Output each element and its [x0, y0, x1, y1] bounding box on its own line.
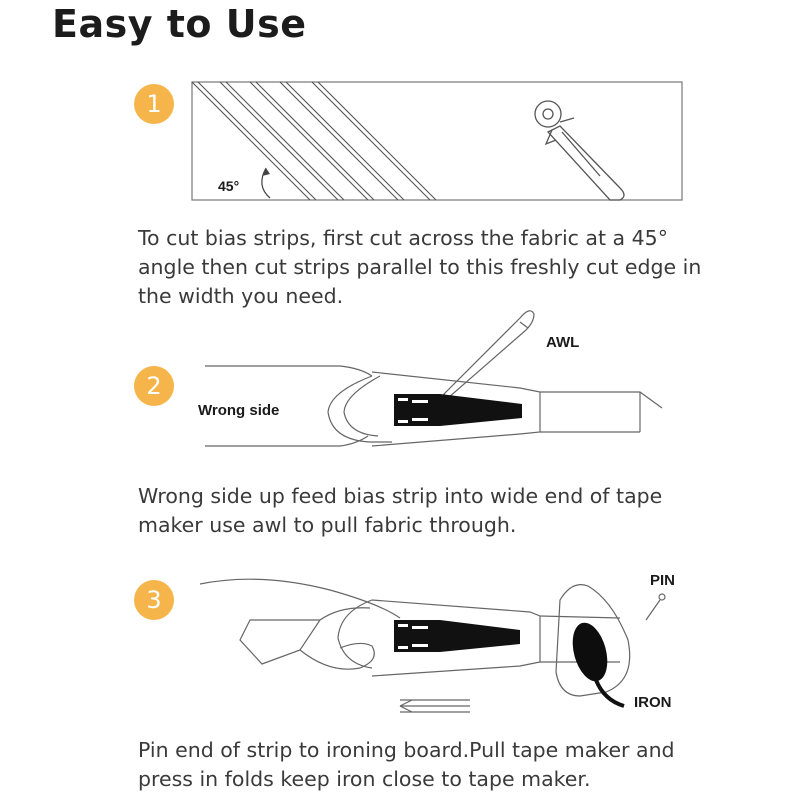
wrong-side-label: Wrong side	[198, 402, 280, 419]
pin-label: PIN	[650, 572, 676, 589]
step-3-caption-line: Pin end of strip to ironing board.Pull tape maker and	[138, 738, 675, 762]
step-1-caption-line: angle then cut strips parallel to this freshly cut edge in	[138, 255, 702, 279]
step-2-badge: 2	[134, 366, 174, 406]
step-1-badge: 1	[134, 84, 174, 124]
page-title: Easy to Use	[52, 2, 307, 46]
step-2-caption-line: maker use awl to pull fabric through.	[138, 513, 517, 537]
step-3-caption	[138, 736, 778, 794]
iron-label: IRON	[634, 694, 672, 711]
step-3-badge: 3	[134, 580, 174, 620]
step-2-caption-line: Wrong side up feed bias strip into wide end of tape	[138, 484, 663, 508]
step-3-caption-line: press in folds keep iron close to tape maker.	[138, 767, 591, 791]
awl-label: AWL	[546, 334, 580, 351]
angle-label: 45°	[218, 178, 240, 194]
step-1-caption-line: the width you need.	[138, 284, 344, 308]
step-1-caption-line: To cut bias strips, first cut across the fabric at a 45°	[138, 226, 668, 250]
